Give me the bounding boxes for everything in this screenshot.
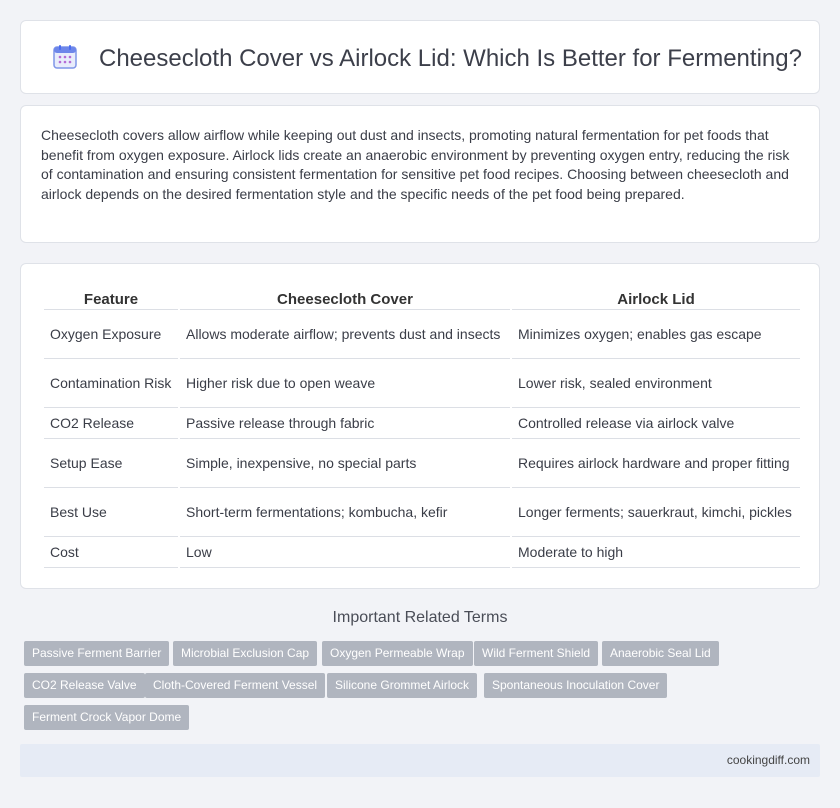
table-row xyxy=(44,310,800,359)
column-header-feature: Feature xyxy=(44,284,178,310)
feature-cell: CO2 Release xyxy=(44,408,178,439)
airlock-cell: Lower risk, sealed environment xyxy=(512,359,800,408)
header-card xyxy=(20,20,820,94)
table-row xyxy=(44,359,800,408)
feature-cell: Cost xyxy=(44,537,178,568)
table-row xyxy=(44,537,800,568)
related-term-tag[interactable]: Passive Ferment Barrier xyxy=(24,641,169,666)
table-row xyxy=(44,439,800,488)
table-header-row xyxy=(44,284,800,310)
intro-paragraph: Cheesecloth covers allow airflow while keeping out dust and insects, promoting natural fermentation for pet foods that benefit from oxygen exposure. Airlock lids create an anaerobic environment by preventing oxygen entry, reducing the risk of contamination and ensuring consistent fermentation for sensitive pet food recipes. Choosing between cheesecloth and airlock depends on the desired fermentation style and the specific needs of the pet food being prepared. xyxy=(41,127,790,202)
intro-card xyxy=(20,105,820,243)
cheesecloth-cell: Allows moderate airflow; prevents dust and insects xyxy=(180,310,510,359)
table-row xyxy=(44,488,800,537)
cheesecloth-cell: Higher risk due to open weave xyxy=(180,359,510,408)
comparison-card xyxy=(20,263,820,589)
table-row xyxy=(44,408,800,439)
page-title: Cheesecloth Cover vs Airlock Lid: Which Is Better for Fermenting? xyxy=(99,45,802,72)
related-term-tag[interactable]: Oxygen Permeable Wrap xyxy=(322,641,473,666)
cheesecloth-cell: Simple, inexpensive, no special parts xyxy=(180,439,510,488)
cheesecloth-cell: Short-term fermentations; kombucha, kefir xyxy=(180,488,510,537)
calendar-icon xyxy=(51,43,79,71)
related-term-tag[interactable]: Ferment Crock Vapor Dome xyxy=(24,705,189,730)
cheesecloth-cell: Passive release through fabric xyxy=(180,408,510,439)
feature-cell: Oxygen Exposure xyxy=(44,310,178,359)
column-header-cheesecloth: Cheesecloth Cover xyxy=(180,284,510,310)
footer-site-link[interactable]: cookingdiff.com xyxy=(726,753,810,767)
related-term-tag[interactable]: CO2 Release Valve xyxy=(24,673,145,698)
feature-cell: Setup Ease xyxy=(44,439,178,488)
airlock-cell: Minimizes oxygen; enables gas escape xyxy=(512,310,800,359)
related-term-tag[interactable]: Spontaneous Inoculation Cover xyxy=(484,673,667,698)
feature-cell: Contamination Risk xyxy=(44,359,178,408)
related-term-tag[interactable]: Wild Ferment Shield xyxy=(474,641,598,666)
cheesecloth-cell: Low xyxy=(180,537,510,568)
related-term-tag[interactable]: Silicone Grommet Airlock xyxy=(327,673,477,698)
footer xyxy=(20,744,820,777)
comparison-table xyxy=(42,284,802,568)
related-term-tag[interactable]: Anaerobic Seal Lid xyxy=(602,641,719,666)
related-term-tag[interactable]: Cloth-Covered Ferment Vessel xyxy=(145,673,325,698)
related-terms-title: Important Related Terms xyxy=(332,609,508,626)
related-term-tag[interactable]: Microbial Exclusion Cap xyxy=(173,641,317,666)
airlock-cell: Moderate to high xyxy=(512,537,800,568)
airlock-cell: Requires airlock hardware and proper fitting xyxy=(512,439,800,488)
column-header-airlock: Airlock Lid xyxy=(512,284,800,310)
airlock-cell: Controlled release via airlock valve xyxy=(512,408,800,439)
feature-cell: Best Use xyxy=(44,488,178,537)
airlock-cell: Longer ferments; sauerkraut, kimchi, pickles xyxy=(512,488,800,537)
